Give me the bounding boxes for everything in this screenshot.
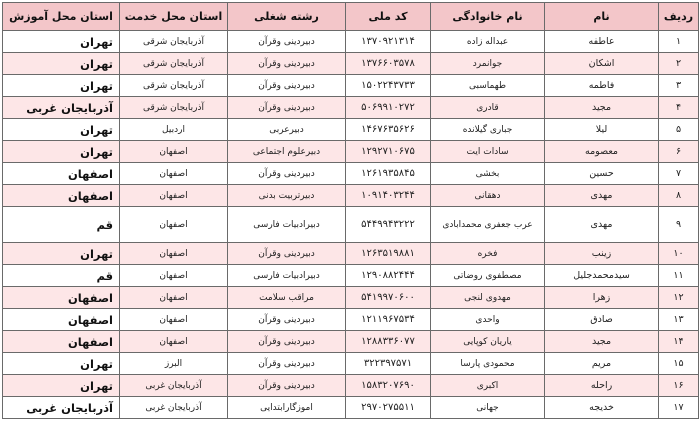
table-row: [3, 53, 699, 75]
field-cell: دبیرعربی: [228, 119, 346, 141]
service-province-cell: آذربایجان شرقی: [120, 53, 228, 75]
table-row: [3, 309, 699, 331]
family-name-cell: جهانی: [431, 397, 545, 419]
field-cell: دبیردینی وقرآن: [228, 243, 346, 265]
first-name-cell: مهدی: [545, 185, 659, 207]
table-row: [3, 243, 699, 265]
national-code-cell: ۱۲۶۱۹۳۵۸۴۵: [346, 163, 431, 185]
family-name-cell: مهدوی لنجی: [431, 287, 545, 309]
national-code-cell: ۱۲۸۸۳۳۶۰۷۷: [346, 331, 431, 353]
family-name-cell: فخره: [431, 243, 545, 265]
family-name-cell: دهقانی: [431, 185, 545, 207]
row-number-cell: ۸: [659, 185, 699, 207]
training-province-cell: تهران: [3, 31, 120, 53]
national-code-cell: ۱۵۰۲۲۴۳۷۳۳: [346, 75, 431, 97]
header-row: [3, 3, 699, 31]
training-province-cell: تهران: [3, 75, 120, 97]
header-row-number: ردیف: [659, 3, 699, 31]
training-province-cell: تهران: [3, 375, 120, 397]
service-province-cell: آذربایجان غربی: [120, 397, 228, 419]
header-service-province: استان محل خدمت: [120, 3, 228, 31]
header-national-code: کد ملی: [346, 3, 431, 31]
family-name-cell: عبداله زاده: [431, 31, 545, 53]
row-number-cell: ۱۲: [659, 287, 699, 309]
first-name-cell: اشکان: [545, 53, 659, 75]
training-province-cell: آذربایجان غربی: [3, 97, 120, 119]
row-number-cell: ۱۱: [659, 265, 699, 287]
row-number-cell: ۹: [659, 207, 699, 243]
training-province-cell: تهران: [3, 141, 120, 163]
service-province-cell: البرز: [120, 353, 228, 375]
first-name-cell: سیدمحمدجلیل: [545, 265, 659, 287]
family-name-cell: عرب جعفری محمدابادی: [431, 207, 545, 243]
first-name-cell: لیلا: [545, 119, 659, 141]
national-code-cell: ۵۴۴۹۹۴۳۲۲۲: [346, 207, 431, 243]
field-cell: دبیردینی وقرآن: [228, 353, 346, 375]
first-name-cell: زهرا: [545, 287, 659, 309]
service-province-cell: آذربایجان شرقی: [120, 75, 228, 97]
service-province-cell: اردبیل: [120, 119, 228, 141]
document-page: [2, 2, 698, 419]
family-name-cell: محمودی پارسا: [431, 353, 545, 375]
field-cell: دبیردینی وقرآن: [228, 53, 346, 75]
row-number-cell: ۱۷: [659, 397, 699, 419]
row-number-cell: ۱۴: [659, 331, 699, 353]
training-province-cell: اصفهان: [3, 309, 120, 331]
national-code-cell: ۱۰۹۱۴۰۳۲۴۴: [346, 185, 431, 207]
family-name-cell: قادری: [431, 97, 545, 119]
family-name-cell: واحدی: [431, 309, 545, 331]
service-province-cell: آذربایجان شرقی: [120, 97, 228, 119]
field-cell: دبیردینی وقرآن: [228, 75, 346, 97]
header-first-name: نام: [545, 3, 659, 31]
service-province-cell: آذربایجان شرقی: [120, 31, 228, 53]
national-code-cell: ۱۳۷۰۹۲۱۳۱۴: [346, 31, 431, 53]
table-row: [3, 353, 699, 375]
row-number-cell: ۳: [659, 75, 699, 97]
first-name-cell: صادق: [545, 309, 659, 331]
row-number-cell: ۴: [659, 97, 699, 119]
family-name-cell: جباری گیلانده: [431, 119, 545, 141]
national-code-cell: ۱۲۶۳۵۱۹۸۸۱: [346, 243, 431, 265]
training-province-cell: تهران: [3, 353, 120, 375]
row-number-cell: ۱۳: [659, 309, 699, 331]
table-row: [3, 375, 699, 397]
first-name-cell: مهدی: [545, 207, 659, 243]
national-code-cell: ۵۴۱۹۹۷۰۶۰۰: [346, 287, 431, 309]
field-cell: دبیردینی وقرآن: [228, 31, 346, 53]
national-code-cell: ۱۲۹۲۷۱۰۶۷۵: [346, 141, 431, 163]
header-family-name: نام خانوادگی: [431, 3, 545, 31]
national-code-cell: ۱۲۹۰۸۸۲۴۴۴: [346, 265, 431, 287]
national-code-cell: ۱۲۱۱۹۶۷۵۳۴: [346, 309, 431, 331]
field-cell: دبیردینی وقرآن: [228, 163, 346, 185]
first-name-cell: عاطفه: [545, 31, 659, 53]
first-name-cell: مجید: [545, 97, 659, 119]
national-code-cell: ۱۴۶۷۶۳۵۶۲۶: [346, 119, 431, 141]
first-name-cell: خدیجه: [545, 397, 659, 419]
training-province-cell: اصفهان: [3, 163, 120, 185]
table-row: [3, 119, 699, 141]
service-province-cell: اصفهان: [120, 331, 228, 353]
table-row: [3, 185, 699, 207]
first-name-cell: مجید: [545, 331, 659, 353]
row-number-cell: ۱۰: [659, 243, 699, 265]
training-province-cell: آذربایجان غربی: [3, 397, 120, 419]
training-province-cell: تهران: [3, 119, 120, 141]
service-province-cell: اصفهان: [120, 207, 228, 243]
field-cell: دبیرعلوم اجتماعی: [228, 141, 346, 163]
service-province-cell: اصفهان: [120, 309, 228, 331]
row-number-cell: ۷: [659, 163, 699, 185]
training-province-cell: اصفهان: [3, 331, 120, 353]
first-name-cell: حسین: [545, 163, 659, 185]
field-cell: دبیردینی وقرآن: [228, 97, 346, 119]
family-name-cell: اکبری: [431, 375, 545, 397]
table-row: [3, 397, 699, 419]
field-cell: اموزگارابتدایی: [228, 397, 346, 419]
national-code-cell: ۱۵۸۳۲۰۷۶۹۰: [346, 375, 431, 397]
header-field: رشته شغلی: [228, 3, 346, 31]
first-name-cell: راحله: [545, 375, 659, 397]
field-cell: دبیردینی وقرآن: [228, 375, 346, 397]
row-number-cell: ۵: [659, 119, 699, 141]
table-row: [3, 207, 699, 243]
row-number-cell: ۶: [659, 141, 699, 163]
service-province-cell: اصفهان: [120, 185, 228, 207]
field-cell: دبیردینی وقرآن: [228, 309, 346, 331]
table-row: [3, 287, 699, 309]
field-cell: دبیرتربیت بدنی: [228, 185, 346, 207]
national-code-cell: ۱۳۷۶۶۰۳۵۷۸: [346, 53, 431, 75]
table-body: [3, 31, 699, 419]
national-code-cell: ۲۹۷۰۲۷۵۵۱۱: [346, 397, 431, 419]
first-name-cell: زینب: [545, 243, 659, 265]
national-code-cell: ۵۰۶۹۹۱۰۲۷۲: [346, 97, 431, 119]
service-province-cell: اصفهان: [120, 287, 228, 309]
first-name-cell: مریم: [545, 353, 659, 375]
training-province-cell: تهران: [3, 53, 120, 75]
training-province-cell: اصفهان: [3, 185, 120, 207]
national-code-cell: ۳۲۲۳۹۷۵۷۱: [346, 353, 431, 375]
training-province-cell: قم: [3, 265, 120, 287]
row-number-cell: ۱۵: [659, 353, 699, 375]
field-cell: دبیرادبیات فارسی: [228, 207, 346, 243]
header-training-province: استان محل آموزش: [3, 3, 120, 31]
family-name-cell: بخشی: [431, 163, 545, 185]
row-number-cell: ۱: [659, 31, 699, 53]
row-number-cell: ۱۶: [659, 375, 699, 397]
service-province-cell: اصفهان: [120, 265, 228, 287]
service-province-cell: آذربایجان غربی: [120, 375, 228, 397]
family-name-cell: یاریان کوپایی: [431, 331, 545, 353]
table-row: [3, 97, 699, 119]
first-name-cell: معصومه: [545, 141, 659, 163]
training-province-cell: قم: [3, 207, 120, 243]
row-number-cell: ۲: [659, 53, 699, 75]
assignments-table: [2, 2, 699, 419]
table-row: [3, 265, 699, 287]
table-row: [3, 163, 699, 185]
field-cell: دبیردینی وقرآن: [228, 331, 346, 353]
table-row: [3, 31, 699, 53]
first-name-cell: فاطمه: [545, 75, 659, 97]
family-name-cell: مصطفوی روضاتی: [431, 265, 545, 287]
service-province-cell: اصفهان: [120, 141, 228, 163]
family-name-cell: طهماسبی: [431, 75, 545, 97]
field-cell: مراقب سلامت: [228, 287, 346, 309]
table-row: [3, 75, 699, 97]
training-province-cell: اصفهان: [3, 287, 120, 309]
family-name-cell: سادات ایت: [431, 141, 545, 163]
table-row: [3, 141, 699, 163]
field-cell: دبیرادبیات فارسی: [228, 265, 346, 287]
training-province-cell: تهران: [3, 243, 120, 265]
table-row: [3, 331, 699, 353]
family-name-cell: جوانمرد: [431, 53, 545, 75]
service-province-cell: اصفهان: [120, 163, 228, 185]
service-province-cell: اصفهان: [120, 243, 228, 265]
